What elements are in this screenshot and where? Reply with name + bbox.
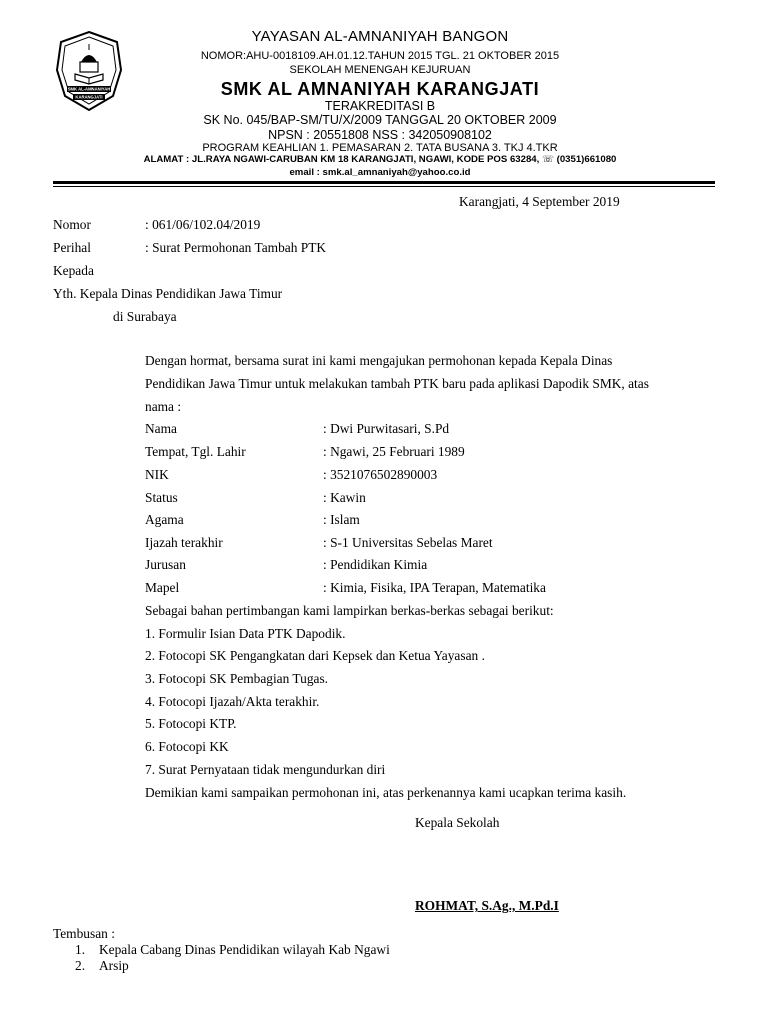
opening-line-1: Dengan hormat, bersama surat ini kami mengajukan permohonan kepada Kepala Dinas [145, 353, 613, 368]
field-label: Agama [145, 512, 184, 527]
field-value: : Ngawi, 25 Februari 1989 [323, 444, 465, 459]
signer-name: ROHMAT, S.Ag., M.Pd.I [415, 898, 559, 913]
attachment-item: 7. Surat Pernyataan tidak mengundurkan diri [145, 762, 386, 777]
opening-line-3: nama : [145, 399, 182, 414]
header-divider [53, 181, 715, 184]
subject-label: Perihal [53, 240, 91, 255]
attachment-item: 2. Fotocopi SK Pengangkatan dari Kepsek dan Ketua Yayasan . [145, 648, 485, 663]
field-label: Mapel [145, 580, 180, 595]
attachment-item: 3. Fotocopi SK Pembagian Tugas. [145, 671, 329, 686]
number-value: : 061/06/102.04/2019 [145, 217, 261, 232]
recipient-location: di Surabaya [113, 309, 177, 324]
cc-item: Arsip [99, 958, 129, 973]
closing: Demikian kami sampaikan permohonan ini, atas perkenannya kami ucapkan terima kasih. [145, 785, 627, 800]
field-value: : 3521076502890003 [323, 467, 438, 482]
field-value: : Pendidikan Kimia [323, 557, 428, 572]
field-label: Jurusan [145, 557, 186, 572]
address-line [60, 154, 700, 165]
npsn-nss: NPSN : 20551808 NSS : 342050908102 [268, 128, 492, 142]
attachment-item: 1. Formulir Isian Data PTK Dapodik. [145, 626, 346, 641]
attachment-intro: Sebagai bahan pertimbangan kami lampirkan berkas-berkas sebagai berikut: [145, 603, 554, 618]
logo-top-text: SMK AL-AMNANIYAH [67, 86, 111, 92]
field-value: : Kawin [323, 490, 366, 505]
attachment-item: 6. Fotocopi KK [145, 739, 229, 754]
phone: (0351)661080 [556, 154, 617, 165]
recipient: Yth. Kepala Dinas Pendidikan Jawa Timur [53, 286, 283, 301]
attachment-item: 4. Fotocopi Ijazah/Akta terakhir. [145, 694, 320, 709]
logo-bottom-text: KARANGJATI [75, 94, 103, 100]
field-label: Nama [145, 421, 177, 436]
opening-line-2: Pendidikan Jawa Timur untuk melakukan tambah PTK baru pada aplikasi Dapodik SMK, atas [145, 376, 649, 391]
foundation-name: YAYASAN AL-AMNANIYAH BANGON [251, 28, 509, 45]
cc-label: Tembusan : [53, 926, 115, 941]
signer-title: Kepala Sekolah [415, 815, 500, 830]
registration-number: NOMOR:AHU-0018109.AH.01.12.TAHUN 2015 TGL. 21 OKTOBER 2015 [200, 50, 560, 62]
cc-number: 1. [75, 942, 86, 957]
field-value: : Kimia, Fisika, IPA Terapan, Matematika [323, 580, 546, 595]
subject-value: : Surat Permohonan Tambah PTK [145, 240, 327, 255]
field-value: : Islam [323, 512, 360, 527]
place-date: Karangjati, 4 September 2019 [459, 194, 620, 209]
to-label: Kepada [53, 263, 94, 278]
field-label: Ijazah terakhir [145, 535, 223, 550]
header-divider-thin [53, 186, 715, 187]
field-label: NIK [145, 467, 169, 482]
school-name: SMK AL AMNANIYAH KARANGJATI [220, 79, 540, 99]
field-label: Tempat, Tgl. Lahir [145, 444, 246, 459]
field-value: : S-1 Universitas Sebelas Maret [323, 535, 493, 550]
attachment-item: 5. Fotocopi KTP. [145, 716, 237, 731]
school-logo [55, 30, 123, 112]
field-value: : Dwi Purwitasari, S.Pd [323, 421, 450, 436]
address: ALAMAT : JL.RAYA NGAWI-CARUBAN KM 18 KARANGJATI, NGAWI, KODE POS 63284, [143, 154, 540, 165]
email: email : smk.al_amnaniyah@yahoo.co.id [289, 167, 471, 178]
phone-icon: ☏ [541, 154, 554, 165]
sk-decree: SK No. 045/BAP-SM/TU/X/2009 TANGGAL 20 OKTOBER 2009 [203, 113, 557, 127]
cc-item: Kepala Cabang Dinas Pendidikan wilayah Kab Ngawi [99, 942, 390, 957]
number-label: Nomor [53, 217, 91, 232]
cc-number: 2. [75, 958, 86, 973]
school-type: SEKOLAH MENENGAH KEJURUAN [289, 64, 471, 76]
study-programs: PROGRAM KEAHLIAN 1. PEMASARAN 2. TATA BUSANA 3. TKJ 4.TKR [202, 142, 558, 154]
field-label: Status [145, 490, 178, 505]
accreditation: TERAKREDITASI B [324, 99, 436, 113]
